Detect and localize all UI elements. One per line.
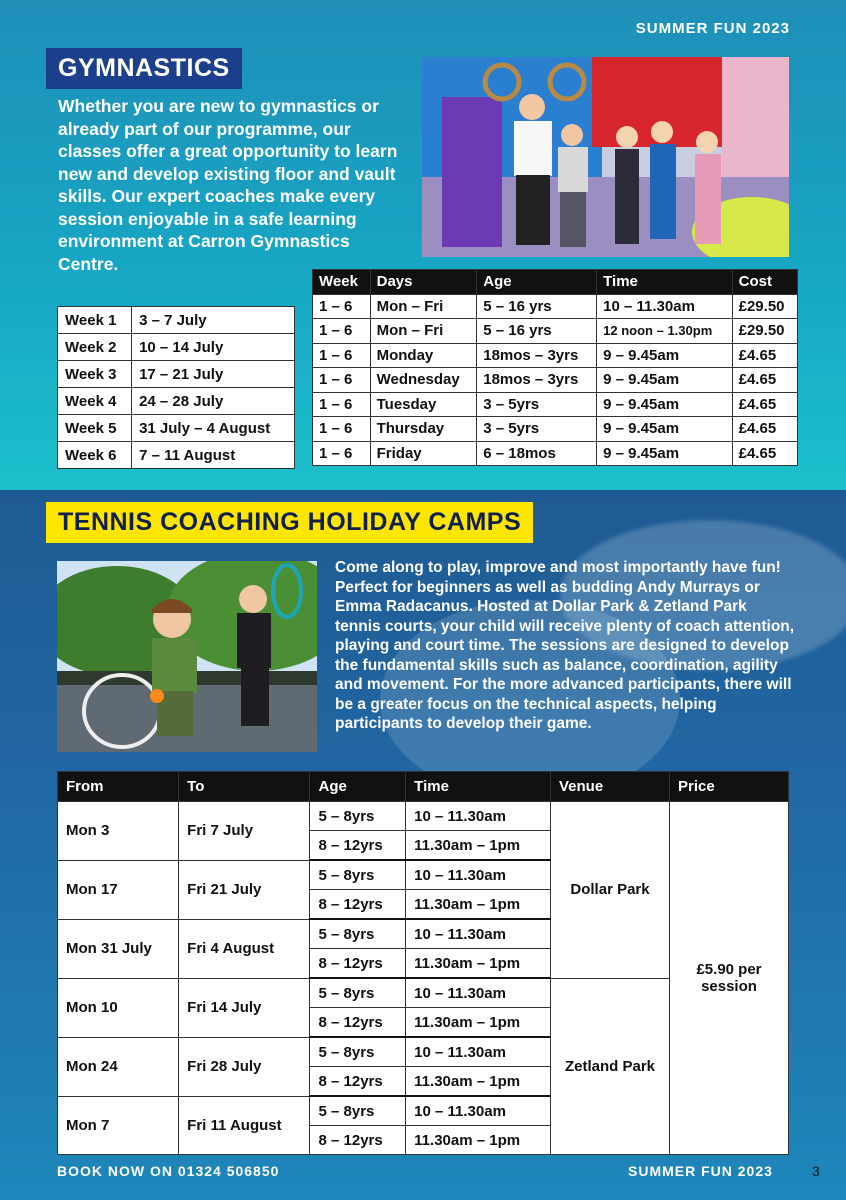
week-dates-cell: 3 – 7 July xyxy=(132,307,295,334)
age-cell: 5 – 8yrs xyxy=(310,1096,406,1126)
tennis-photo xyxy=(57,561,317,752)
to-date-cell: Fri 4 August xyxy=(179,919,310,978)
column-header: To xyxy=(179,772,310,802)
time-cell: 11.30am – 1pm xyxy=(406,831,551,861)
table-cell: 1 – 6 xyxy=(313,343,371,368)
time-cell: 11.30am – 1pm xyxy=(406,1008,551,1038)
age-cell: 8 – 12yrs xyxy=(310,1126,406,1155)
table-cell: 12 noon – 1.30pm xyxy=(597,319,732,344)
table-cell: 9 – 9.45am xyxy=(597,417,732,442)
tennis-title: TENNIS COACHING HOLIDAY CAMPS xyxy=(46,502,533,543)
table-cell: £29.50 xyxy=(732,319,797,344)
week-label-cell: Week 4 xyxy=(58,388,132,415)
week-dates-cell: 7 – 11 August xyxy=(132,442,295,469)
table-row xyxy=(58,388,295,415)
table-cell: 3 – 5yrs xyxy=(477,392,597,417)
table-cell: 1 – 6 xyxy=(313,417,371,442)
table-row xyxy=(313,343,798,368)
week-label-cell: Week 1 xyxy=(58,307,132,334)
age-cell: 5 – 8yrs xyxy=(310,802,406,831)
table-cell: Wednesday xyxy=(370,368,477,393)
table-cell: 1 – 6 xyxy=(313,392,371,417)
from-date-cell: Mon 17 xyxy=(58,860,179,919)
table-row xyxy=(313,417,798,442)
table-row xyxy=(313,368,798,393)
age-cell: 8 – 12yrs xyxy=(310,831,406,861)
column-header: Price xyxy=(670,772,789,802)
column-header: Time xyxy=(597,270,732,295)
from-date-cell: Mon 7 xyxy=(58,1096,179,1155)
table-cell: 1 – 6 xyxy=(313,441,371,466)
age-cell: 8 – 12yrs xyxy=(310,949,406,979)
table-cell: 18mos – 3yrs xyxy=(477,343,597,368)
from-date-cell: Mon 24 xyxy=(58,1037,179,1096)
column-header: Venue xyxy=(551,772,670,802)
gymnastics-weeks-table xyxy=(57,306,295,469)
to-date-cell: Fri 14 July xyxy=(179,978,310,1037)
gymnastics-title: GYMNASTICS xyxy=(46,48,242,89)
table-row xyxy=(313,441,798,466)
table-row xyxy=(313,294,798,319)
time-cell: 11.30am – 1pm xyxy=(406,890,551,920)
week-dates-cell: 24 – 28 July xyxy=(132,388,295,415)
table-cell: 10 – 11.30am xyxy=(597,294,732,319)
time-cell: 10 – 11.30am xyxy=(406,1096,551,1126)
week-dates-cell: 17 – 21 July xyxy=(132,361,295,388)
from-date-cell: Mon 3 xyxy=(58,802,179,861)
table-cell: 9 – 9.45am xyxy=(597,392,732,417)
gymnastics-photo xyxy=(422,57,789,257)
table-row xyxy=(58,802,789,831)
table-cell: 18mos – 3yrs xyxy=(477,368,597,393)
to-date-cell: Fri 7 July xyxy=(179,802,310,861)
time-cell: 11.30am – 1pm xyxy=(406,949,551,979)
table-cell: Thursday xyxy=(370,417,477,442)
tennis-schedule-table xyxy=(57,771,789,1155)
table-cell: Friday xyxy=(370,441,477,466)
column-header: Week xyxy=(313,270,371,295)
book-now-line: BOOK NOW ON 01324 506850 xyxy=(57,1163,280,1179)
tennis-schedule-body xyxy=(58,802,789,1155)
table-cell: Monday xyxy=(370,343,477,368)
time-cell: 11.30am – 1pm xyxy=(406,1067,551,1097)
page-number: 3 xyxy=(812,1163,821,1179)
week-label-cell: Week 3 xyxy=(58,361,132,388)
age-cell: 5 – 8yrs xyxy=(310,919,406,949)
week-label-cell: Week 2 xyxy=(58,334,132,361)
table-cell: £4.65 xyxy=(732,392,797,417)
age-cell: 8 – 12yrs xyxy=(310,1067,406,1097)
table-cell: £4.65 xyxy=(732,441,797,466)
table-cell: Mon – Fri xyxy=(370,319,477,344)
column-header: Age xyxy=(310,772,406,802)
week-label-cell: Week 6 xyxy=(58,442,132,469)
table-cell: 1 – 6 xyxy=(313,294,371,319)
table-row xyxy=(58,307,295,334)
table-cell: 9 – 9.45am xyxy=(597,343,732,368)
column-header: Days xyxy=(370,270,477,295)
from-date-cell: Mon 31 July xyxy=(58,919,179,978)
column-header: Cost xyxy=(732,270,797,295)
table-cell: Mon – Fri xyxy=(370,294,477,319)
time-cell: 10 – 11.30am xyxy=(406,802,551,831)
age-cell: 5 – 8yrs xyxy=(310,978,406,1008)
week-dates-cell: 31 July – 4 August xyxy=(132,415,295,442)
table-row xyxy=(58,361,295,388)
gymnastics-schedule-header-row xyxy=(313,270,798,295)
gymnastics-description: Whether you are new to gymnastics or already part of our programme, our classes offer a great opportunity to learn new and develop existing floor and vault skills. Our expert coaches make every session enjoyable in a safe learning environment at Carron Gymnastics Centre. xyxy=(58,96,398,274)
age-cell: 5 – 8yrs xyxy=(310,860,406,890)
time-cell: 10 – 11.30am xyxy=(406,978,551,1008)
to-date-cell: Fri 28 July xyxy=(179,1037,310,1096)
table-cell: Tuesday xyxy=(370,392,477,417)
time-cell: 10 – 11.30am xyxy=(406,1037,551,1067)
table-cell: 1 – 6 xyxy=(313,368,371,393)
weeks-table-body xyxy=(58,307,295,469)
time-cell: 10 – 11.30am xyxy=(406,919,551,949)
venue-cell: Dollar Park xyxy=(551,802,670,979)
table-cell: £4.65 xyxy=(732,343,797,368)
table-cell: £29.50 xyxy=(732,294,797,319)
age-cell: 5 – 8yrs xyxy=(310,1037,406,1067)
table-cell: 1 – 6 xyxy=(313,319,371,344)
table-cell: 9 – 9.45am xyxy=(597,368,732,393)
table-row xyxy=(313,392,798,417)
header-label: SUMMER FUN 2023 xyxy=(635,20,790,37)
to-date-cell: Fri 11 August xyxy=(179,1096,310,1155)
table-row xyxy=(58,334,295,361)
week-dates-cell: 10 – 14 July xyxy=(132,334,295,361)
week-label-cell: Week 5 xyxy=(58,415,132,442)
from-date-cell: Mon 10 xyxy=(58,978,179,1037)
tennis-schedule-header-row xyxy=(58,772,789,802)
time-cell: 11.30am – 1pm xyxy=(406,1126,551,1155)
table-cell: 5 – 16 yrs xyxy=(477,319,597,344)
table-cell: 3 – 5yrs xyxy=(477,417,597,442)
gymnastics-schedule-body xyxy=(313,294,798,466)
venue-cell: Zetland Park xyxy=(551,978,670,1155)
to-date-cell: Fri 21 July xyxy=(179,860,310,919)
table-row xyxy=(58,442,295,469)
time-cell: 10 – 11.30am xyxy=(406,860,551,890)
tennis-description: Come along to play, improve and most importantly have fun! Perfect for beginners as well as budding Andy Murrays or Emma Radacanus. Hosted at Dollar Park & Zetland Park tennis courts, your child will receive plenty of coach attention, playing and court time. The sessions are designed to develop the fundamental skills such as balance, coordination, agility and movement. For the more advanced participants, there will be a greater focus on the technical aspects, helping participants to develop their game. xyxy=(335,559,795,732)
table-cell: £4.65 xyxy=(732,368,797,393)
gymnastics-schedule-table xyxy=(312,269,798,466)
table-cell: 5 – 16 yrs xyxy=(477,294,597,319)
table-cell: 6 – 18mos xyxy=(477,441,597,466)
table-cell: 9 – 9.45am xyxy=(597,441,732,466)
column-header: From xyxy=(58,772,179,802)
age-cell: 8 – 12yrs xyxy=(310,890,406,920)
tennis-photo-illustration xyxy=(57,561,317,752)
gymnastics-photo-illustration xyxy=(422,57,789,257)
age-cell: 8 – 12yrs xyxy=(310,1008,406,1038)
price-cell: £5.90 per session xyxy=(670,802,789,1155)
column-header: Age xyxy=(477,270,597,295)
table-cell: £4.65 xyxy=(732,417,797,442)
table-row xyxy=(313,319,798,344)
footer-label: SUMMER FUN 2023 xyxy=(628,1163,773,1179)
column-header: Time xyxy=(406,772,551,802)
table-row xyxy=(58,415,295,442)
